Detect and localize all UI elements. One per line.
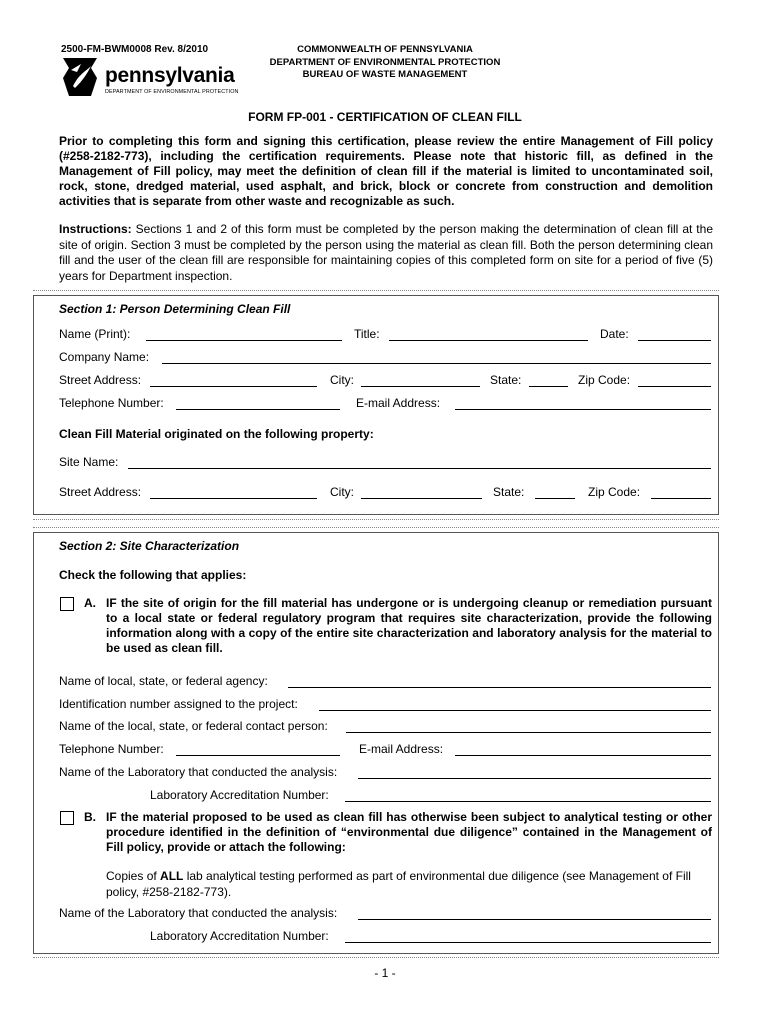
form-title: FORM FP-001 - CERTIFICATION OF CLEAN FILL bbox=[248, 110, 522, 124]
agency-label: Name of local, state, or federal agency: bbox=[59, 674, 268, 688]
keystone-icon bbox=[61, 56, 101, 98]
site-zip-label: Zip Code: bbox=[588, 485, 641, 499]
section2-title: Section 2: Site Characterization bbox=[59, 539, 240, 553]
state-field[interactable] bbox=[529, 386, 568, 387]
site-name-label: Site Name: bbox=[59, 455, 119, 469]
date-label: Date: bbox=[600, 327, 629, 341]
origin-heading: Clean Fill Material originated on the following property: bbox=[59, 427, 374, 441]
instructions-label: Instructions: bbox=[59, 222, 132, 236]
agency-email-field[interactable] bbox=[455, 755, 711, 756]
copies-paragraph bbox=[106, 868, 712, 900]
state-label: State: bbox=[490, 373, 522, 387]
agency-phone-field[interactable] bbox=[176, 755, 340, 756]
option-b-text: IF the material proposed to be used as clean fill has otherwise been subject to analytical testing or other procedure identified in the definition of “environmental due diligence” contained in the Management of Fill policy, provide or attach the following: bbox=[106, 810, 712, 854]
option-a-letter: A. bbox=[84, 596, 96, 610]
copies-all: ALL bbox=[160, 869, 184, 883]
section2-top-divider bbox=[33, 527, 719, 528]
agency-line-3: BUREAU OF WASTE MANAGEMENT bbox=[302, 69, 468, 81]
lab-accreditation-label: Laboratory Accreditation Number: bbox=[150, 788, 329, 802]
city-label: City: bbox=[330, 373, 354, 387]
site-name-field[interactable] bbox=[128, 468, 711, 469]
agency-phone-label: Telephone Number: bbox=[59, 742, 164, 756]
street-field[interactable] bbox=[150, 386, 317, 387]
copies-pre: Copies of bbox=[106, 869, 161, 883]
option-a-text: IF the site of origin for the fill material has undergone or is undergoing cleanup or remediation pursuant to a local state or federal regulatory program that requires site characterization, provide the following information along with a copy of the entire site characterization and laboratory analysis for the material to be used as clean fill. bbox=[106, 596, 712, 655]
logo-wordmark: pennsylvania bbox=[105, 64, 235, 87]
pa-dep-logo bbox=[61, 56, 251, 98]
lab2-name-field[interactable] bbox=[358, 919, 711, 920]
agency-field[interactable] bbox=[288, 687, 711, 688]
section2-bottom-divider bbox=[33, 957, 719, 958]
copies-post: lab analytical testing performed as part of environmental due diligence (see Management of Fill policy, #258-2182-773). bbox=[106, 869, 691, 899]
site-zip-field[interactable] bbox=[651, 498, 711, 499]
date-field[interactable] bbox=[638, 340, 711, 341]
zip-field[interactable] bbox=[638, 386, 711, 387]
company-field[interactable] bbox=[162, 363, 711, 364]
lab2-accreditation-label: Laboratory Accreditation Number: bbox=[150, 929, 329, 943]
section1-top-divider bbox=[33, 290, 719, 291]
id-number-field[interactable] bbox=[319, 710, 711, 711]
agency-line-2: DEPARTMENT OF ENVIRONMENTAL PROTECTION bbox=[269, 56, 501, 68]
contact-person-label: Name of the local, state, or federal contact person: bbox=[59, 719, 328, 733]
city-field[interactable] bbox=[361, 386, 480, 387]
company-label: Company Name: bbox=[59, 350, 150, 364]
instructions-paragraph bbox=[59, 222, 713, 284]
instructions-text: Sections 1 and 2 of this form must be completed by the person making the determination of clean fill at the site of origin. Section 3 must be completed by the person using the material as clean fill. Both the person determining clean fill and the user of the clean fill are responsible for maintaining copies of this completed form on site for a period of five (5) years for Department inspection. bbox=[59, 222, 713, 283]
section1-title: Section 1: Person Determining Clean Fill bbox=[59, 302, 291, 316]
lab2-accreditation-field[interactable] bbox=[345, 942, 711, 943]
name-label: Name (Print): bbox=[59, 327, 131, 341]
check-heading: Check the following that applies: bbox=[59, 568, 247, 582]
lab-accreditation-field[interactable] bbox=[345, 801, 711, 802]
agency-email-label: E-mail Address: bbox=[359, 742, 444, 756]
site-city-label: City: bbox=[330, 485, 354, 499]
site-state-field[interactable] bbox=[535, 498, 575, 499]
option-b-letter: B. bbox=[84, 810, 96, 824]
zip-label: Zip Code: bbox=[578, 373, 631, 387]
email-field[interactable] bbox=[455, 409, 711, 410]
name-field[interactable] bbox=[146, 340, 342, 341]
option-a-checkbox[interactable] bbox=[60, 597, 74, 611]
street-label: Street Address: bbox=[59, 373, 142, 387]
site-street-label: Street Address: bbox=[59, 485, 142, 499]
title-field[interactable] bbox=[389, 340, 588, 341]
site-state-label: State: bbox=[493, 485, 525, 499]
contact-person-field[interactable] bbox=[346, 732, 711, 733]
form-code: 2500-FM-BWM0008 Rev. 8/2010 bbox=[61, 44, 209, 55]
agency-block bbox=[240, 44, 530, 82]
phone-field[interactable] bbox=[176, 409, 340, 410]
lab-name-field[interactable] bbox=[358, 778, 711, 779]
lab2-name-label: Name of the Laboratory that conducted the analysis: bbox=[59, 906, 338, 920]
option-b-checkbox[interactable] bbox=[60, 811, 74, 825]
intro-paragraph: Prior to completing this form and signing this certification, please review the entire Management of Fill policy (#258-2182-773), including the certification requirements. Please note that historic fill, as defined in the Management of Fill policy, may meet the definition of clean fill if the material is limited to uncontaminated soil, rock, stone, dredged material, used asphalt, and brick, block or concrete from construction and demolition activities that is separate from other waste and recognizable as such. bbox=[59, 134, 713, 208]
site-street-field[interactable] bbox=[150, 498, 317, 499]
logo-subtitle: DEPARTMENT OF ENVIRONMENTAL PROTECTION bbox=[105, 89, 239, 95]
lab-name-label: Name of the Laboratory that conducted the analysis: bbox=[59, 765, 338, 779]
site-city-field[interactable] bbox=[361, 498, 482, 499]
email-label: E-mail Address: bbox=[356, 396, 441, 410]
page-number: - 1 - bbox=[374, 966, 396, 980]
id-number-label: Identification number assigned to the project: bbox=[59, 697, 298, 711]
agency-line-1: COMMONWEALTH OF PENNSYLVANIA bbox=[297, 44, 473, 55]
phone-label: Telephone Number: bbox=[59, 396, 164, 410]
title-label: Title: bbox=[354, 327, 380, 341]
section1-bottom-divider bbox=[33, 519, 719, 520]
